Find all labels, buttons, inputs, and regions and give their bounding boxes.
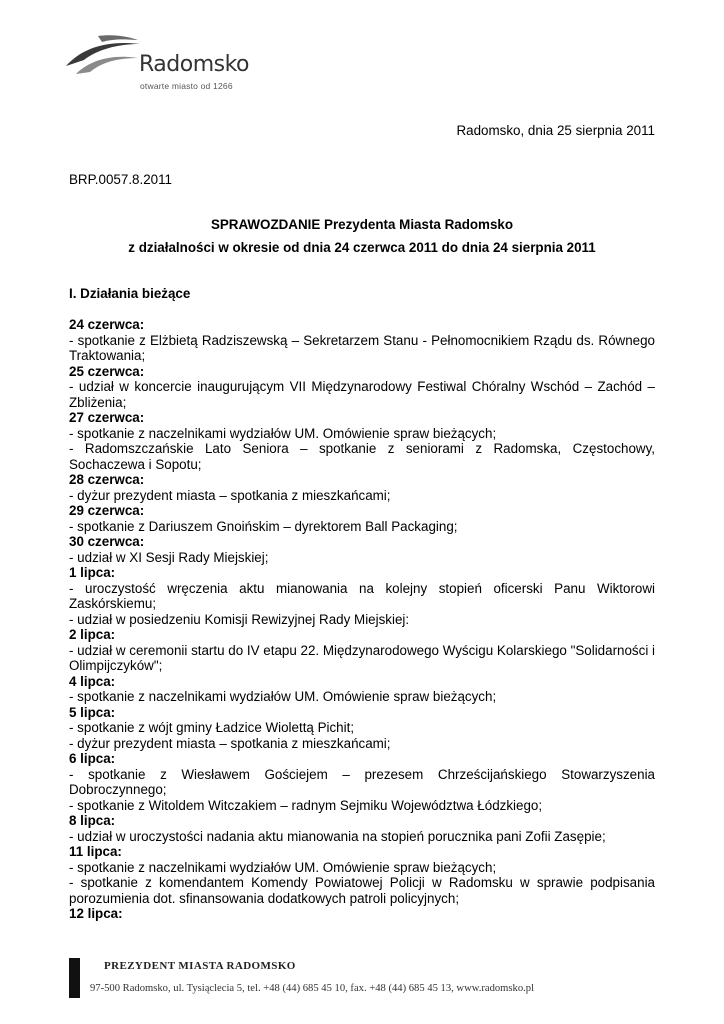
entry-item: - Radomszczańskie Lato Seniora – spotkanie z seniorami z Radomska, Częstochowy, Sochaczewa i Sopotu;	[69, 441, 655, 472]
entry-item: - dyżur prezydent miasta – spotkania z mieszkańcami;	[69, 487, 391, 503]
entry-date: 30 czerwca:	[69, 534, 145, 549]
entry-date: 24 czerwca:	[69, 317, 145, 332]
entry-date: 8 lipca:	[69, 813, 116, 828]
section-title: I. Działania bieżące	[69, 286, 191, 301]
entry-item: - dyżur prezydent miasta – spotkania z mieszkańcami;	[69, 735, 391, 751]
document-date: Radomsko, dnia 25 sierpnia 2011	[456, 123, 655, 138]
document-title: SPRAWOZDANIE Prezydenta Miasta Radomsko	[210, 217, 514, 232]
entry-date: 28 czerwca:	[69, 472, 145, 487]
entry-item: - udział w koncercie inaugurującym VII Międzynarodowy Festiwal Chóralny Wschód – Zachód – Zbliżenia;	[69, 379, 655, 410]
document-reference: BRP.0057.8.2011	[69, 172, 172, 187]
entry-item: - spotkanie z naczelnikami wydziałów UM. Omówienie spraw bieżących;	[69, 689, 497, 704]
entry-item: - spotkanie z Elżbietą Radziszewską – Sekretarzem Stanu - Pełnomocnikiem Rządu ds. Równego Traktowania;	[69, 332, 655, 363]
entry-date: 5 lipca:	[69, 704, 116, 720]
city-logo	[62, 30, 257, 100]
entry-item: - spotkanie z naczelnikami wydziałów UM. Omówienie spraw bieżących;	[69, 859, 497, 875]
entry-date: 2 lipca:	[69, 627, 116, 642]
entry-item: - uroczystość wręczenia aktu mianowania na kolejny stopień oficerski Panu Wiktorowi Zaskórskiemu;	[69, 580, 655, 611]
entry-date: 6 lipca:	[69, 751, 116, 766]
footer-bar	[69, 958, 80, 998]
entry-item: - spotkanie z naczelnikami wydziałów UM. Omówienie spraw bieżących;	[69, 425, 497, 441]
entry-item: - spotkanie z komendantem Komendy Powiatowej Policji w Radomsku w sprawie podpisania porozumienia dot. sfinansowania dodatkowych patroli policyjnych;	[69, 875, 655, 906]
footer-address: 97-500 Radomsko, ul. Tysiąclecia 5, tel. +48 (44) 685 45 10, fax. +48 (44) 685 45 13, www.radomsko.pl	[90, 983, 535, 994]
entry-item: - spotkanie z Wiesławem Gościejem – prezesem Chrześcijańskiego Stowarzyszenia Dobroczynnego;	[69, 766, 655, 797]
logo-swoosh-icon	[62, 30, 142, 80]
entry-date: 4 lipca:	[69, 673, 116, 689]
entry-date: 1 lipca:	[69, 565, 116, 580]
entry-date: 11 lipca:	[69, 844, 122, 859]
entry-item: - spotkanie z wójt gminy Ładzice Wiolettą Pichit;	[69, 720, 355, 735]
logo-tagline: otwarte miasto od 1266	[140, 81, 233, 91]
entry-date: 27 czerwca:	[69, 410, 145, 425]
entry-item: - spotkanie z Witoldem Witczakiem – radnym Sejmiku Województwa Łódzkiego;	[69, 797, 543, 813]
logo-name: Radomsko	[139, 52, 250, 77]
entry-item: - udział w posiedzeniu Komisji Rewizyjnej Rady Miejskiej:	[69, 611, 410, 627]
entry-date: 29 czerwca:	[69, 503, 145, 518]
document-subtitle: z działalności w okresie od dnia 24 czerwca 2011 do dnia 24 sierpnia 2011	[128, 240, 596, 255]
entry-item: - spotkanie z Dariuszem Gnoińskim – dyrektorem Ball Packaging;	[69, 518, 458, 534]
activity-list	[69, 317, 655, 922]
entry-date: 12 lipca:	[69, 906, 123, 921]
entry-date: 25 czerwca:	[69, 363, 145, 379]
entry-item: - udział w uroczystości nadania aktu mianowania na stopień porucznika pani Zofii Zasępie;	[69, 828, 606, 844]
footer-title: PREZYDENT MIASTA RADOMSKO	[104, 960, 296, 972]
entry-item: - udział w XI Sesji Rady Miejskiej;	[69, 549, 269, 565]
entry-item: - udział w ceremonii startu do IV etapu 22. Międzynarodowego Wyścigu Kolarskiego "Solidarności i Olimpijczyków";	[69, 642, 655, 673]
